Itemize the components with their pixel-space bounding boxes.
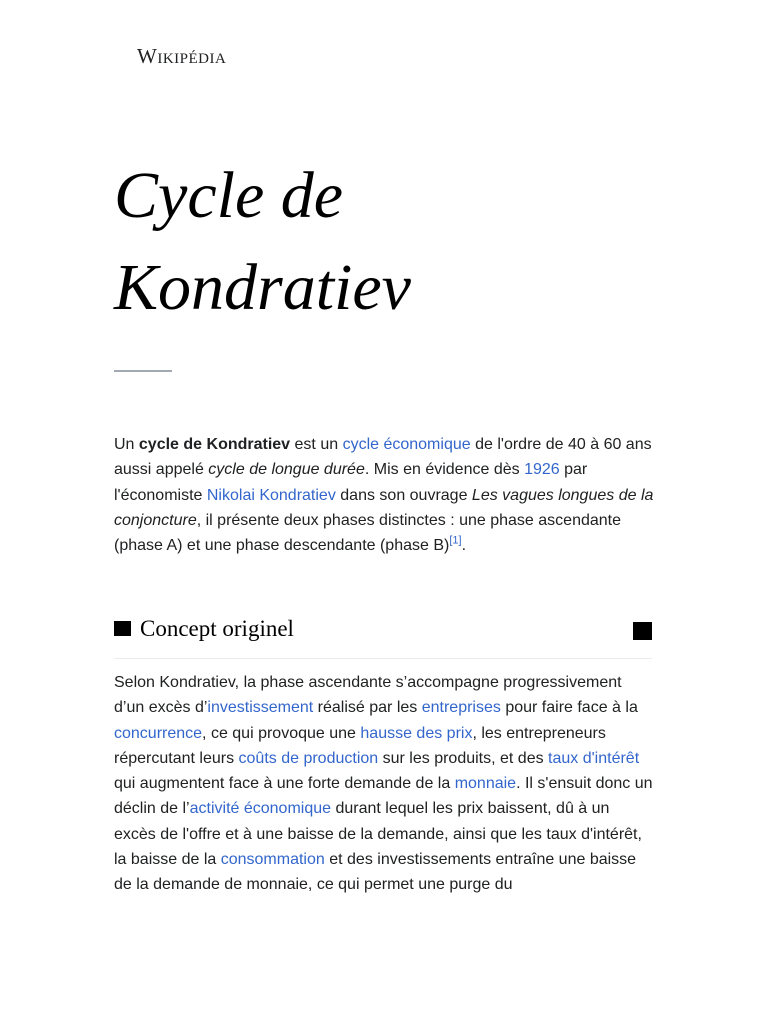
text: , les entrepreneurs répercutant leurs: [114, 724, 606, 767]
text: pour faire face à la: [500, 699, 638, 717]
link-1926[interactable]: 1926: [524, 461, 560, 479]
text: Selon Kondratiev, la phase ascendante s’accompagne progressivement d’un excès d’: [114, 674, 622, 717]
link-hausse-des-prix[interactable]: hausse des prix: [360, 724, 473, 742]
text: , ce qui provoque une: [202, 724, 361, 742]
text: . Il s'ensuit donc un déclin de l’: [114, 775, 653, 818]
wikipedia-logo[interactable]: Wikipédia: [137, 44, 227, 68]
text: . Mis en évidence dès: [364, 461, 525, 479]
text: Un: [114, 436, 139, 453]
page-title-line-2: Kondratiev: [114, 251, 411, 324]
text: est un: [290, 436, 343, 453]
link-couts-de-production[interactable]: coûts de production: [238, 749, 379, 767]
link-consommation[interactable]: consommation: [220, 851, 325, 869]
text: durant lequel les prix baissent, dû à un excès de l'offre et à une baisse de la demande, ainsi que les taux d'intérêt, la baisse de la: [114, 800, 642, 869]
link-monnaie[interactable]: monnaie: [454, 775, 517, 793]
text: réalisé par les: [313, 699, 422, 717]
text: et des investissements entraîne une baisse de la demande de monnaie, ce qui permet une purge du: [114, 851, 637, 894]
text: , il présente deux phases distinctes : une phase ascendante (phase A) et une phase descendante (phase B): [114, 511, 621, 555]
text: qui augmentent face à une forte demande de la: [114, 775, 455, 793]
section-paragraph: [114, 670, 654, 898]
reference-link-1[interactable]: [1]: [449, 534, 462, 547]
link-investissement[interactable]: investissement: [207, 699, 314, 717]
link-nikolai-kondratiev[interactable]: Nikolai Kondratiev: [206, 486, 336, 504]
link-activite-economique[interactable]: activité économique: [189, 800, 332, 818]
link-concurrence[interactable]: concurrence: [114, 724, 203, 742]
text: .: [461, 537, 467, 555]
intro-paragraph: [114, 432, 654, 558]
text: sur les produits, et des: [378, 749, 549, 767]
page-title-line-1: Cycle de: [114, 159, 344, 232]
text: de l'ordre de 40 à 60 ans aussi appelé: [114, 436, 652, 479]
italic-term: cycle de longue durée: [208, 461, 365, 479]
section-title: Concept originel: [140, 616, 294, 641]
italic-book-title: Les vagues longues de la conjoncture: [114, 486, 654, 529]
section-toggle-icon[interactable]: [633, 622, 652, 640]
link-cycle-economique[interactable]: cycle économique: [342, 436, 471, 453]
section-square-icon: [114, 621, 131, 636]
page-title: [114, 150, 674, 334]
title-divider: [114, 370, 172, 372]
text: dans son ouvrage: [335, 486, 472, 504]
text: par l'économiste: [114, 461, 588, 504]
link-entreprises[interactable]: entreprises: [421, 699, 501, 717]
section-header-concept-originel[interactable]: [114, 612, 652, 659]
link-taux-d-interet[interactable]: taux d'intérêt: [548, 749, 640, 767]
bold-term: cycle de Kondratiev: [138, 436, 291, 453]
